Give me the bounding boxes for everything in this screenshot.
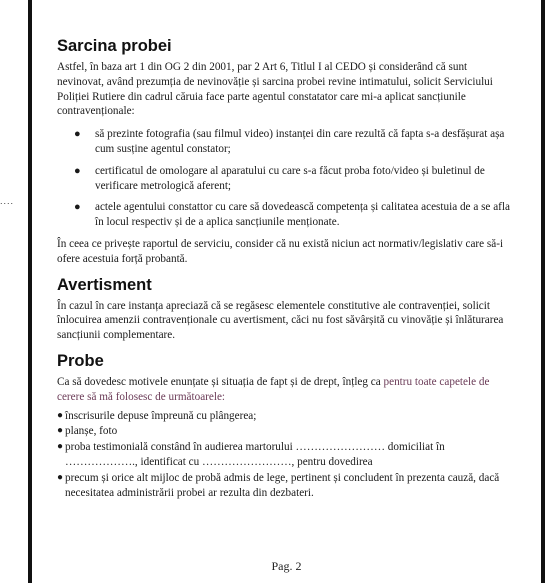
list-item: ● planșe, foto — [57, 425, 118, 438]
avertisment-body: În cazul în care instanța apreciază că se regăsesc elementele constitutive ale contravenției, solicit înlocuirea amenzii contravenționale cu avertisment, căci nu fost săvârșită cu vinovăție și înlăturarea sancțiunii complementare. — [57, 299, 504, 342]
page-number: Pag. 2 — [271, 559, 302, 573]
section-title-avertisment: Avertisment — [57, 275, 152, 294]
sarcina-intro: Astfel, în baza art 1 din OG 2 din 2001, par 2 Art 6, Titlul I al CEDO și considerând că sunt nevinovat, având prezumția de nevinovăție și sarcina probei revine intimatului, solicit Serviciului Poliției Rutiere din cadrul căruia face parte agentul constatator care mi-a aplicat sancțiunile contravenționale: — [57, 61, 493, 118]
list-item: ● actele agentului constattor cu care să dovedească competența și calitatea acestuia de a se afla în locul respectiv și de a aplica sancțiunile menționate. — [74, 201, 510, 229]
section-title-probe: Probe — [57, 351, 104, 370]
bullet-icon: ● — [74, 164, 81, 177]
bullet-icon: ● — [57, 409, 64, 421]
list-item: ● precum și orice alt mijloc de probă admis de lege, pertinent și concludent în prezenta cauză, dacă necesitatea administrării probei ar rezulta din dezbateri. — [57, 471, 500, 499]
sarcina-bullet-list — [57, 127, 512, 230]
document-page — [28, 0, 545, 583]
bullet-icon: ● — [74, 128, 81, 141]
sarcina-closing: În ceea ce privește raportul de serviciu, consider că nu există niciun act normativ/legislativ care să-i ofere acestuia forță probantă. — [57, 237, 504, 265]
bullet-icon: ● — [57, 425, 64, 437]
list-item: ● certificatul de omologare al aparatului cu care s-a făcut proba foto/video și buletinul de verificare metrologică aferent; — [74, 164, 485, 192]
section-title-sarcina: Sarcina probei — [57, 37, 172, 55]
bullet-icon: ● — [57, 471, 64, 483]
list-item: ● proba testimonială constând în audierea martorului …………………… domiciliat în ………………., identificat cu ……………………, pentru dovedirea — [57, 441, 445, 468]
probe-list — [57, 409, 512, 501]
margin-marker: .... — [0, 196, 15, 206]
page-content — [57, 36, 512, 501]
bullet-icon: ● — [57, 441, 64, 453]
list-item: ● înscrisurile depuse împreună cu plângerea; — [57, 409, 257, 422]
probe-intro: Ca să dovedesc motivele enunțate și situația de fapt și de drept, înțleg ca pentru toate capetele de cerere să mă folosesc de următoarele: — [57, 375, 490, 403]
bullet-icon: ● — [74, 201, 81, 214]
list-item: ● să prezinte fotografia (sau filmul video) instanței din care rezultă că fapta s-a desfășurat așa cum susține agentul constator; — [74, 128, 505, 155]
